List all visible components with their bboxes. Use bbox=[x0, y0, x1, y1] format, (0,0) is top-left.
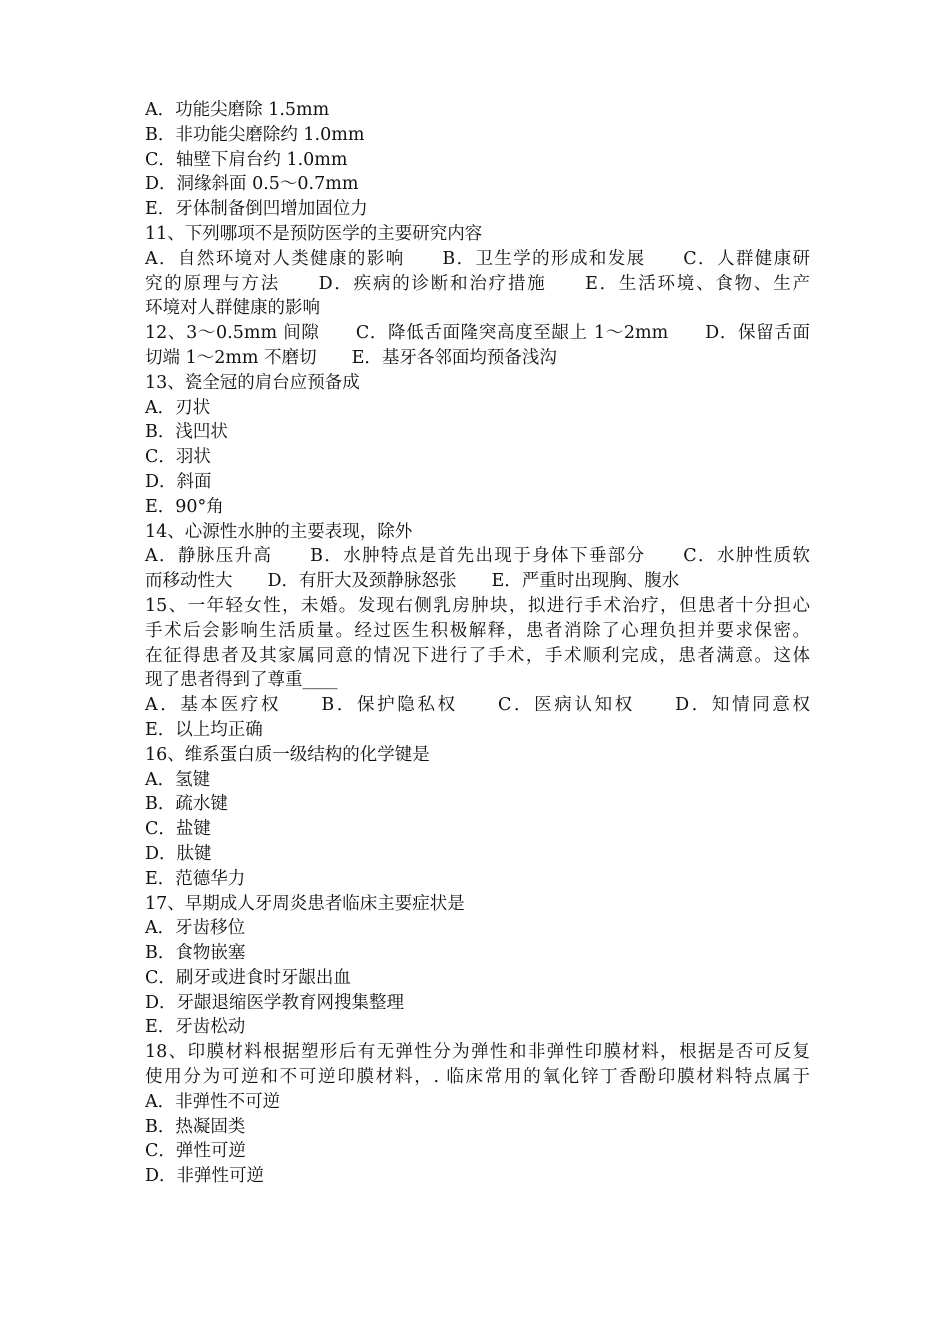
text-line: D．牙龈退缩医学教育网搜集整理 bbox=[145, 992, 405, 1013]
text-line: E．以上均正确 bbox=[145, 719, 263, 740]
text-line: D．洞缘斜面 0.5～0.7mm bbox=[145, 174, 359, 195]
text-line: C．刷牙或进食时牙龈出血 bbox=[145, 967, 351, 988]
text-line: A．基本医疗权 B．保护隐私权 C．医病认知权 D．知情同意权 bbox=[145, 695, 810, 716]
text-line: 在征得患者及其家属同意的情况下进行了手术，手术顺利完成，患者满意。这体 bbox=[145, 645, 810, 666]
document-body bbox=[145, 98, 810, 1189]
text-line: 使用分为可逆和不可逆印膜材料，. 临床常用的氧化锌丁香酚印膜材料特点属于 bbox=[145, 1067, 810, 1088]
question-stem: 18、印膜材料根据塑形后有无弹性分为弹性和非弹性印膜材料，根据是否可反复 bbox=[145, 1042, 810, 1063]
text-line: E．牙体制备倒凹增加固位力 bbox=[145, 199, 368, 220]
question-stem: 15、一年轻女性，未婚。发现右侧乳房肿块，拟进行手术治疗，但患者十分担心 bbox=[145, 595, 810, 616]
text-line: C．羽状 bbox=[145, 447, 211, 468]
text-line: D．非弹性可逆 bbox=[145, 1166, 265, 1187]
text-line: D．斜面 bbox=[145, 471, 212, 492]
text-line: D．肽键 bbox=[145, 843, 212, 864]
text-line: 究的原理与方法 D．疾病的诊断和治疗措施 E．生活环境、食物、生产 bbox=[145, 273, 810, 294]
text-line: A．静脉压升高 B．水肿特点是首先出现于身体下垂部分 C．水肿性质软 bbox=[145, 546, 810, 567]
text-line: A．牙齿移位 bbox=[145, 918, 246, 939]
text-line: E．范德华力 bbox=[145, 868, 246, 889]
text-line: 环境对人群健康的影响 bbox=[145, 298, 320, 319]
text-line: E．牙齿松动 bbox=[145, 1017, 246, 1038]
question-stem: 11、下列哪项不是预防医学的主要研究内容 bbox=[145, 223, 483, 244]
text-line: 切端 1～2mm 不磨切 E．基牙各邻面均预备浅沟 bbox=[145, 347, 557, 368]
text-line: A．自然环境对人类健康的影响 B．卫生学的形成和发展 C．人群健康研 bbox=[145, 248, 810, 269]
question-stem: 17、早期成人牙周炎患者临床主要症状是 bbox=[145, 893, 465, 914]
text-line: A．非弹性不可逆 bbox=[145, 1091, 281, 1112]
text-line: A．刃状 bbox=[145, 397, 211, 418]
text-line: B．食物嵌塞 bbox=[145, 943, 246, 964]
question-stem: 13、瓷全冠的肩台应预备成 bbox=[145, 372, 360, 393]
question-stem: 12、3～0.5mm 间隙 C．降低舌面隆突高度至龈上 1～2mm D．保留舌面 bbox=[145, 323, 810, 344]
text-line: 而移动性大 D．有肝大及颈静脉怒张 E．严重时出现胸、腹水 bbox=[145, 571, 680, 592]
text-line: A．氢键 bbox=[145, 769, 211, 790]
text-line: 手术后会影响生活质量。经过医生积极解释，患者消除了心理负担并要求保密。 bbox=[145, 620, 810, 641]
question-stem: 14、心源性水肿的主要表现，除外 bbox=[145, 521, 413, 542]
question-stem: 16、维系蛋白质一级结构的化学键是 bbox=[145, 744, 430, 765]
text-line: B．疏水键 bbox=[145, 794, 228, 815]
text-line: C．轴壁下肩台约 1.0mm bbox=[145, 149, 348, 170]
text-line: A．功能尖磨除 1.5mm bbox=[145, 100, 330, 120]
text-line: E．90°角 bbox=[145, 496, 224, 517]
text-line: C．弹性可逆 bbox=[145, 1141, 246, 1162]
text-line: C．盐键 bbox=[145, 819, 211, 840]
text-line: B．浅凹状 bbox=[145, 422, 228, 443]
text-line: B．热凝固类 bbox=[145, 1116, 246, 1137]
text-line: 现了患者得到了尊重____ bbox=[145, 670, 338, 691]
text-line: B．非功能尖磨除约 1.0mm bbox=[145, 124, 365, 145]
